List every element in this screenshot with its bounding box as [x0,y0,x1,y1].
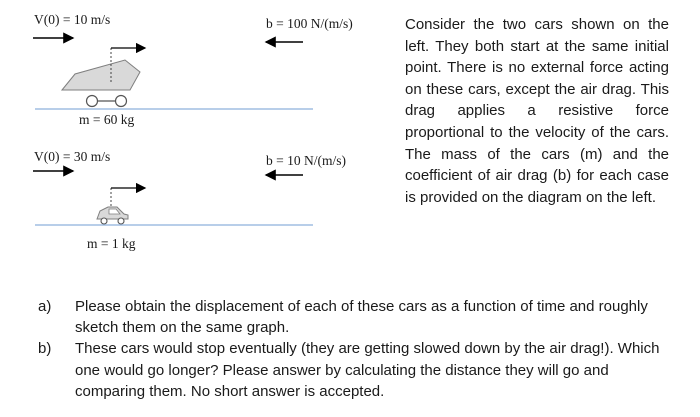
car1-body [62,60,140,107]
question-list [38,296,670,402]
car2-drag-coefficient-label: b = 10 N/(m/s) [266,153,346,168]
car1-drag-coefficient-label: b = 100 N/(m/s) [266,16,353,31]
cars-diagram [0,0,400,280]
car1-initial-velocity-label: V(0) = 10 m/s [34,12,111,27]
question-a-text: Please obtain the displacement of each of these cars as a function of time and roughly sketch them on the same graph. [75,298,648,337]
problem-description: Consider the two cars shown on the left. They both start at the same initial point. There is no external force acting on these cars, except the air drag. This drag applies a resistive force proportional to the velocity of the cars. The mass of the cars (m) and the coefficient of air drag (b) for each case is provided on the diagram on the left. [405,16,669,206]
question-b-label: b) [38,340,52,358]
car2-mass-label: m = 1 kg [87,236,136,251]
car2-center-marker [111,188,145,206]
car2-body [97,207,128,224]
question-a [38,296,670,338]
car2-initial-velocity-label: V(0) = 30 m/s [34,149,111,164]
question-b-text: These cars would stop eventually (they are getting slowed down by the air drag!). Which one would go longer? Please answer by calculating the distance they will go and comparing them. No short answer is accepted. [75,340,660,400]
question-a-label: a) [38,298,52,315]
question-b [38,338,670,402]
car1-mass-label: m = 60 kg [79,112,135,127]
